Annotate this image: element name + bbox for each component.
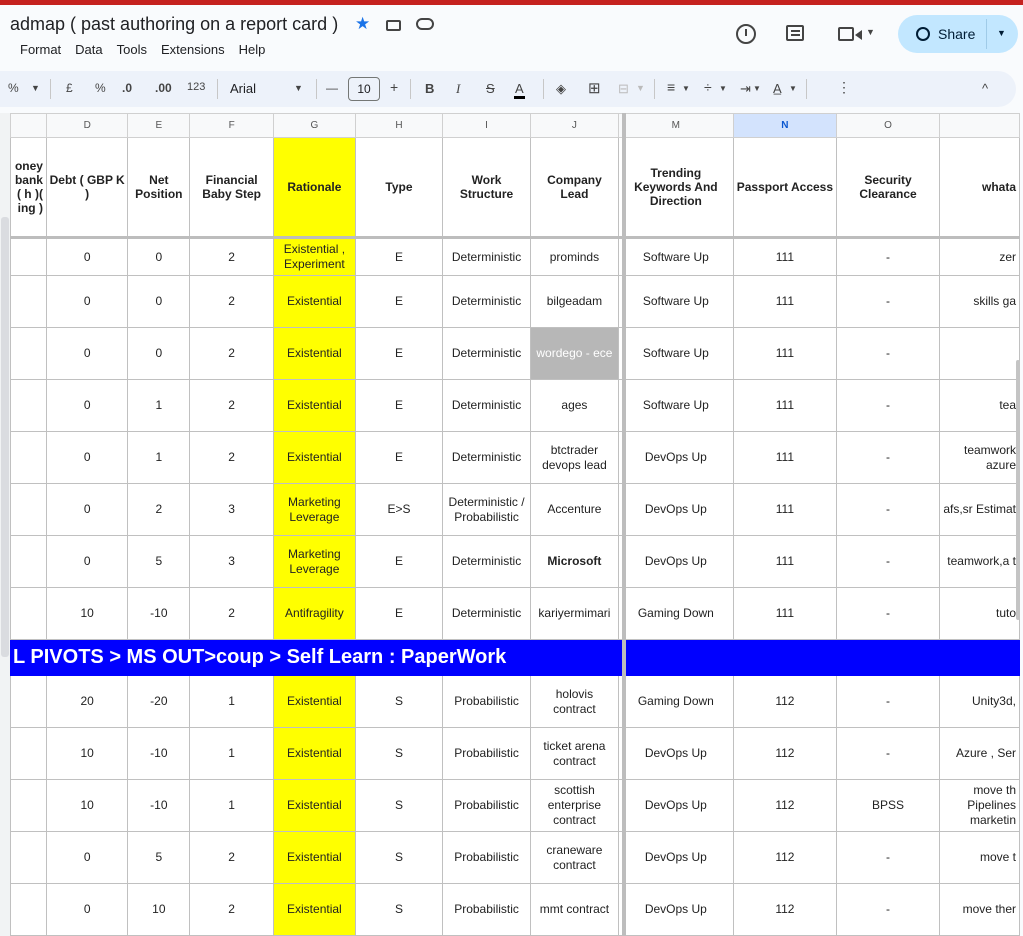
header-cell[interactable]: Company Lead — [530, 138, 618, 238]
menu-bar — [20, 42, 265, 57]
horizontal-align-icon[interactable]: ≡ — [667, 79, 676, 95]
header-cell[interactable]: oney bank ( h )( ing ) — [11, 138, 47, 238]
table-cell[interactable]: 2 — [190, 238, 274, 276]
column-header[interactable]: J — [530, 114, 618, 138]
table-cell[interactable]: - — [836, 484, 939, 536]
section-band-row — [11, 640, 1020, 676]
text-wrap-icon[interactable]: ⇥ — [740, 81, 751, 96]
table-cell[interactable]: S — [355, 832, 442, 884]
toolbar-divider — [806, 79, 807, 99]
table-cell[interactable]: scottish enterprise contract — [530, 780, 618, 832]
table-cell[interactable]: 112 — [733, 780, 836, 832]
increase-decimal-button[interactable]: .00 — [155, 81, 172, 95]
table-cell[interactable] — [11, 728, 47, 780]
table-row — [11, 536, 1020, 588]
table-cell[interactable]: Probabilistic — [443, 780, 531, 832]
section-band-label[interactable]: L PIVOTS > MS OUT>coup > Self Learn : PaperWork — [11, 640, 619, 676]
spreadsheet-grid — [10, 113, 1020, 936]
table-cell[interactable]: 111 — [733, 536, 836, 588]
table-cell[interactable]: - — [836, 884, 939, 936]
table-cell[interactable]: -10 — [128, 780, 190, 832]
share-options-chevron-icon[interactable]: ▼ — [997, 28, 1006, 38]
table-cell[interactable]: - — [836, 276, 939, 328]
document-title[interactable]: admap ( past authoring on a report card ) — [10, 14, 339, 34]
toolbar-divider — [217, 79, 218, 99]
table-cell[interactable]: teamwork,a t — [940, 536, 1020, 588]
chevron-down-icon[interactable]: ▼ — [866, 27, 875, 37]
table-cell[interactable]: Deterministic — [443, 380, 531, 432]
meet-icon[interactable] — [838, 27, 854, 41]
table-cell[interactable]: 2 — [190, 588, 274, 640]
chevron-down-icon[interactable]: ▼ — [31, 83, 40, 93]
table-cell[interactable]: 5 — [128, 536, 190, 588]
menu-extensions[interactable]: Extensions — [161, 42, 225, 57]
table-cell[interactable]: Marketing Leverage — [273, 484, 355, 536]
table-cell[interactable]: S — [355, 728, 442, 780]
table-cell[interactable]: 0 — [46, 884, 127, 936]
chevron-down-icon[interactable]: ▼ — [682, 84, 690, 93]
table-cell[interactable]: 0 — [128, 276, 190, 328]
increase-font-size-button[interactable]: + — [390, 79, 399, 95]
table-cell[interactable]: S — [355, 676, 442, 728]
table-cell[interactable]: Existential — [273, 884, 355, 936]
share-button[interactable] — [898, 15, 1018, 53]
chevron-down-icon[interactable]: ▼ — [753, 84, 761, 93]
table-cell[interactable] — [11, 328, 47, 380]
table-cell[interactable]: 0 — [128, 238, 190, 276]
table-cell[interactable]: 111 — [733, 432, 836, 484]
table-cell[interactable]: 2 — [190, 276, 274, 328]
globe-icon — [916, 27, 930, 41]
left-scrollbar-thumb[interactable] — [1, 217, 9, 657]
table-cell[interactable] — [11, 588, 47, 640]
table-cell[interactable]: DevOps Up — [618, 536, 733, 588]
star-icon[interactable]: ★ — [355, 14, 371, 33]
table-cell[interactable]: 0 — [46, 536, 127, 588]
table-cell[interactable]: Deterministic — [443, 432, 531, 484]
column-header[interactable]: M — [618, 114, 733, 138]
table-cell[interactable]: move ther — [940, 884, 1020, 936]
table-cell[interactable]: teamwork azure — [940, 432, 1020, 484]
table-row — [11, 588, 1020, 640]
table-cell[interactable]: Software Up — [618, 380, 733, 432]
table-cell[interactable]: Existential — [273, 676, 355, 728]
table-cell[interactable]: Microsoft — [530, 536, 618, 588]
column-header[interactable]: D — [46, 114, 127, 138]
table-cell[interactable]: Existential — [273, 780, 355, 832]
table-cell[interactable]: DevOps Up — [618, 728, 733, 780]
table-cell[interactable]: - — [836, 588, 939, 640]
section-band-cell[interactable] — [733, 640, 836, 676]
header-cell[interactable]: Security Clearance — [836, 138, 939, 238]
table-cell[interactable]: 2 — [190, 832, 274, 884]
table-cell[interactable]: DevOps Up — [618, 884, 733, 936]
table-cell[interactable]: E — [355, 588, 442, 640]
table-cell[interactable] — [11, 676, 47, 728]
bold-button[interactable]: B — [425, 81, 435, 96]
table-cell[interactable]: Software Up — [618, 276, 733, 328]
table-cell[interactable]: Deterministic — [443, 536, 531, 588]
table-cell[interactable]: prominds — [530, 238, 618, 276]
right-scrollbar-thumb[interactable] — [1016, 360, 1020, 620]
formatting-toolbar — [0, 71, 1016, 107]
table-cell[interactable]: - — [836, 380, 939, 432]
table-cell[interactable]: Existential — [273, 728, 355, 780]
table-cell[interactable]: - — [836, 728, 939, 780]
table-row — [11, 432, 1020, 484]
table-row — [11, 832, 1020, 884]
table-cell[interactable]: S — [355, 884, 442, 936]
table-cell[interactable]: Probabilistic — [443, 676, 531, 728]
table-cell[interactable]: 1 — [190, 728, 274, 780]
table-cell[interactable]: 0 — [46, 484, 127, 536]
column-header[interactable]: H — [355, 114, 442, 138]
header-cell[interactable]: Rationale — [273, 138, 355, 238]
vertical-align-icon[interactable]: ÷ — [704, 79, 712, 95]
table-cell[interactable]: Existential — [273, 380, 355, 432]
text-rotation-icon[interactable]: A̲ — [773, 81, 782, 96]
table-cell[interactable]: kariyermimari — [530, 588, 618, 640]
header-cell[interactable]: Work Structure — [443, 138, 531, 238]
table-cell[interactable]: 10 — [46, 588, 127, 640]
merge-cells-icon[interactable]: ⊟ — [618, 81, 629, 96]
header-cell[interactable]: whata — [940, 138, 1020, 238]
table-cell[interactable]: afs,sr Estimat — [940, 484, 1020, 536]
text-color-button[interactable]: A — [514, 81, 525, 99]
header-cell[interactable]: Type — [355, 138, 442, 238]
toolbar-divider — [316, 79, 317, 99]
table-cell[interactable]: Existential — [273, 328, 355, 380]
table-cell[interactable]: Existential — [273, 276, 355, 328]
table-cell[interactable]: Software Up — [618, 238, 733, 276]
table-cell[interactable]: 3 — [190, 484, 274, 536]
table-cell[interactable]: -10 — [128, 728, 190, 780]
table-row — [11, 676, 1020, 728]
table-cell[interactable]: Probabilistic — [443, 728, 531, 780]
chevron-down-icon[interactable]: ▼ — [636, 83, 645, 93]
folder-icon[interactable] — [386, 20, 401, 31]
table-cell[interactable]: move t — [940, 832, 1020, 884]
percent-format-button-2[interactable]: % — [95, 81, 106, 95]
data-table — [10, 113, 1020, 936]
table-cell[interactable]: craneware contract — [530, 832, 618, 884]
column-header[interactable]: G — [273, 114, 355, 138]
toolbar-divider — [410, 79, 411, 99]
font-size-input[interactable]: 10 — [348, 77, 380, 101]
header-cell[interactable]: Net Position — [128, 138, 190, 238]
table-cell[interactable]: 0 — [46, 238, 127, 276]
table-cell[interactable]: mmt contract — [530, 884, 618, 936]
table-cell[interactable]: -10 — [128, 588, 190, 640]
table-cell[interactable]: 10 — [46, 780, 127, 832]
table-row — [11, 780, 1020, 832]
table-cell[interactable]: 112 — [733, 728, 836, 780]
column-header[interactable]: E — [128, 114, 190, 138]
collapse-toolbar-icon[interactable]: ^ — [982, 81, 989, 96]
table-cell[interactable]: DevOps Up — [618, 484, 733, 536]
table-cell[interactable]: DevOps Up — [618, 780, 733, 832]
chevron-down-icon[interactable]: ▼ — [294, 83, 303, 93]
table-cell[interactable]: 1 — [190, 676, 274, 728]
toolbar-divider — [543, 79, 544, 99]
table-cell[interactable]: 0 — [46, 432, 127, 484]
table-cell[interactable]: 2 — [190, 432, 274, 484]
decrease-decimal-button[interactable]: .0 — [122, 81, 133, 95]
table-cell[interactable]: Software Up — [618, 328, 733, 380]
table-cell[interactable]: Deterministic — [443, 588, 531, 640]
table-cell[interactable]: 5 — [128, 832, 190, 884]
fill-color-icon[interactable]: ◈ — [556, 81, 566, 96]
table-cell[interactable]: S — [355, 780, 442, 832]
table-cell[interactable]: 20 — [46, 676, 127, 728]
table-cell[interactable]: 111 — [733, 380, 836, 432]
table-cell[interactable]: Existential — [273, 432, 355, 484]
table-cell[interactable]: btctrader devops lead — [530, 432, 618, 484]
table-cell[interactable]: 2 — [128, 484, 190, 536]
frozen-column-divider[interactable] — [622, 113, 626, 936]
number-format-button[interactable]: 123 — [187, 81, 206, 93]
currency-format-button[interactable]: £ — [66, 81, 73, 95]
percent-format-button[interactable]: % — [8, 81, 19, 95]
toolbar-divider — [50, 79, 51, 99]
left-scroll-track — [0, 113, 10, 936]
menu-format[interactable]: Format — [20, 42, 62, 57]
table-cell[interactable]: Probabilistic — [443, 884, 531, 936]
table-cell[interactable]: 111 — [733, 328, 836, 380]
font-family-select[interactable]: Arial — [230, 81, 257, 96]
menu-tools[interactable]: Tools — [116, 42, 147, 57]
table-cell[interactable]: 112 — [733, 832, 836, 884]
table-cell[interactable] — [11, 832, 47, 884]
table-cell[interactable]: 10 — [46, 728, 127, 780]
header-cell[interactable]: Passport Access — [733, 138, 836, 238]
table-cell[interactable]: zer — [940, 238, 1020, 276]
table-cell[interactable] — [11, 276, 47, 328]
table-cell[interactable]: ages — [530, 380, 618, 432]
table-cell[interactable] — [11, 780, 47, 832]
table-cell[interactable]: move th Pipelines marketin — [940, 780, 1020, 832]
table-row — [11, 238, 1020, 276]
table-row — [11, 276, 1020, 328]
table-cell[interactable]: BPSS — [836, 780, 939, 832]
column-header[interactable]: O — [836, 114, 939, 138]
table-cell[interactable] — [11, 484, 47, 536]
table-cell[interactable]: 111 — [733, 276, 836, 328]
table-cell[interactable]: 1 — [128, 380, 190, 432]
table-cell[interactable]: - — [836, 676, 939, 728]
table-row — [11, 884, 1020, 936]
table-cell[interactable] — [11, 536, 47, 588]
table-cell[interactable]: tea — [940, 380, 1020, 432]
header-cell[interactable]: Trending Keywords And Direction — [618, 138, 733, 238]
more-options-icon[interactable]: ⋮ — [837, 79, 851, 95]
table-cell[interactable]: 0 — [46, 380, 127, 432]
column-header[interactable]: F — [190, 114, 274, 138]
table-cell[interactable]: 111 — [733, 484, 836, 536]
table-cell[interactable]: 112 — [733, 676, 836, 728]
column-header[interactable]: I — [443, 114, 531, 138]
table-cell[interactable]: 1 — [190, 780, 274, 832]
section-band-cell[interactable] — [836, 640, 939, 676]
table-cell[interactable]: E — [355, 432, 442, 484]
menu-help[interactable]: Help — [238, 42, 266, 57]
table-cell[interactable]: skills ga — [940, 276, 1020, 328]
cloud-status-icon[interactable] — [416, 18, 434, 30]
strikethrough-button[interactable]: S — [486, 81, 495, 96]
table-cell[interactable]: holovis contract — [530, 676, 618, 728]
table-cell[interactable]: tuto — [940, 588, 1020, 640]
table-cell[interactable]: Gaming Down — [618, 588, 733, 640]
section-band-cell[interactable] — [940, 640, 1020, 676]
table-cell[interactable]: Antifragility — [273, 588, 355, 640]
table-row — [11, 484, 1020, 536]
table-row — [11, 728, 1020, 780]
table-cell[interactable]: Deterministic — [443, 238, 531, 276]
table-cell[interactable]: 111 — [733, 238, 836, 276]
share-label: Share — [938, 26, 976, 42]
table-cell[interactable]: Unity3d, — [940, 676, 1020, 728]
table-cell[interactable]: 0 — [46, 328, 127, 380]
table-cell[interactable]: 2 — [190, 328, 274, 380]
table-cell[interactable]: Deterministic — [443, 276, 531, 328]
table-cell[interactable]: Existential — [273, 832, 355, 884]
table-cell[interactable]: DevOps Up — [618, 832, 733, 884]
chevron-down-icon[interactable]: ▼ — [719, 84, 727, 93]
table-cell[interactable]: E — [355, 536, 442, 588]
header-row — [11, 138, 1020, 238]
table-cell[interactable]: 10 — [128, 884, 190, 936]
chevron-down-icon[interactable]: ▼ — [789, 84, 797, 93]
table-cell[interactable]: Gaming Down — [618, 676, 733, 728]
table-cell[interactable]: - — [836, 432, 939, 484]
column-header[interactable]: N — [733, 114, 836, 138]
table-cell[interactable]: ticket arena contract — [530, 728, 618, 780]
table-cell[interactable]: Azure , Ser — [940, 728, 1020, 780]
table-cell[interactable]: - — [836, 238, 939, 276]
table-cell[interactable]: 0 — [46, 832, 127, 884]
header-cell[interactable]: Debt ( GBP K ) — [46, 138, 127, 238]
top-accent-bar — [0, 0, 1023, 5]
table-cell[interactable]: - — [836, 536, 939, 588]
table-cell[interactable]: E — [355, 328, 442, 380]
table-cell[interactable] — [940, 328, 1020, 380]
version-history-icon[interactable] — [736, 24, 756, 44]
table-cell[interactable]: 2 — [190, 884, 274, 936]
table-cell[interactable]: Probabilistic — [443, 832, 531, 884]
decrease-font-size-button[interactable]: — — [326, 81, 338, 95]
share-divider — [986, 19, 987, 49]
table-cell[interactable]: E — [355, 238, 442, 276]
table-cell[interactable]: - — [836, 832, 939, 884]
italic-button[interactable]: I — [456, 81, 461, 96]
table-cell[interactable] — [11, 238, 47, 276]
borders-icon[interactable]: ⊞ — [588, 80, 601, 97]
column-header[interactable] — [11, 114, 47, 138]
table-cell[interactable]: E — [355, 380, 442, 432]
table-cell[interactable]: 3 — [190, 536, 274, 588]
table-cell[interactable]: Existential , Experiment — [273, 238, 355, 276]
column-header-row — [11, 114, 1020, 138]
table-cell[interactable]: Accenture — [530, 484, 618, 536]
table-cell[interactable]: Deterministic / Probabilistic — [443, 484, 531, 536]
table-cell[interactable]: - — [836, 328, 939, 380]
table-cell[interactable] — [11, 884, 47, 936]
table-cell[interactable]: 111 — [733, 588, 836, 640]
column-header[interactable] — [940, 114, 1020, 138]
table-cell[interactable]: 1 — [128, 432, 190, 484]
comments-icon[interactable] — [786, 25, 804, 41]
header-cell[interactable]: Financial Baby Step — [190, 138, 274, 238]
toolbar-divider — [654, 79, 655, 99]
menu-data[interactable]: Data — [75, 42, 103, 57]
table-cell[interactable]: 112 — [733, 884, 836, 936]
table-row — [11, 380, 1020, 432]
table-cell[interactable] — [11, 432, 47, 484]
table-cell[interactable]: 0 — [128, 328, 190, 380]
table-cell[interactable]: E>S — [355, 484, 442, 536]
table-cell[interactable]: DevOps Up — [618, 432, 733, 484]
table-cell[interactable]: Deterministic — [443, 328, 531, 380]
table-cell[interactable] — [11, 380, 47, 432]
table-cell[interactable]: wordego - ece — [530, 328, 618, 380]
table-cell[interactable]: 2 — [190, 380, 274, 432]
table-cell[interactable]: Marketing Leverage — [273, 536, 355, 588]
table-cell[interactable]: 0 — [46, 276, 127, 328]
section-band-cell[interactable] — [618, 640, 733, 676]
table-cell[interactable]: -20 — [128, 676, 190, 728]
table-row — [11, 328, 1020, 380]
table-cell[interactable]: bilgeadam — [530, 276, 618, 328]
table-cell[interactable]: E — [355, 276, 442, 328]
